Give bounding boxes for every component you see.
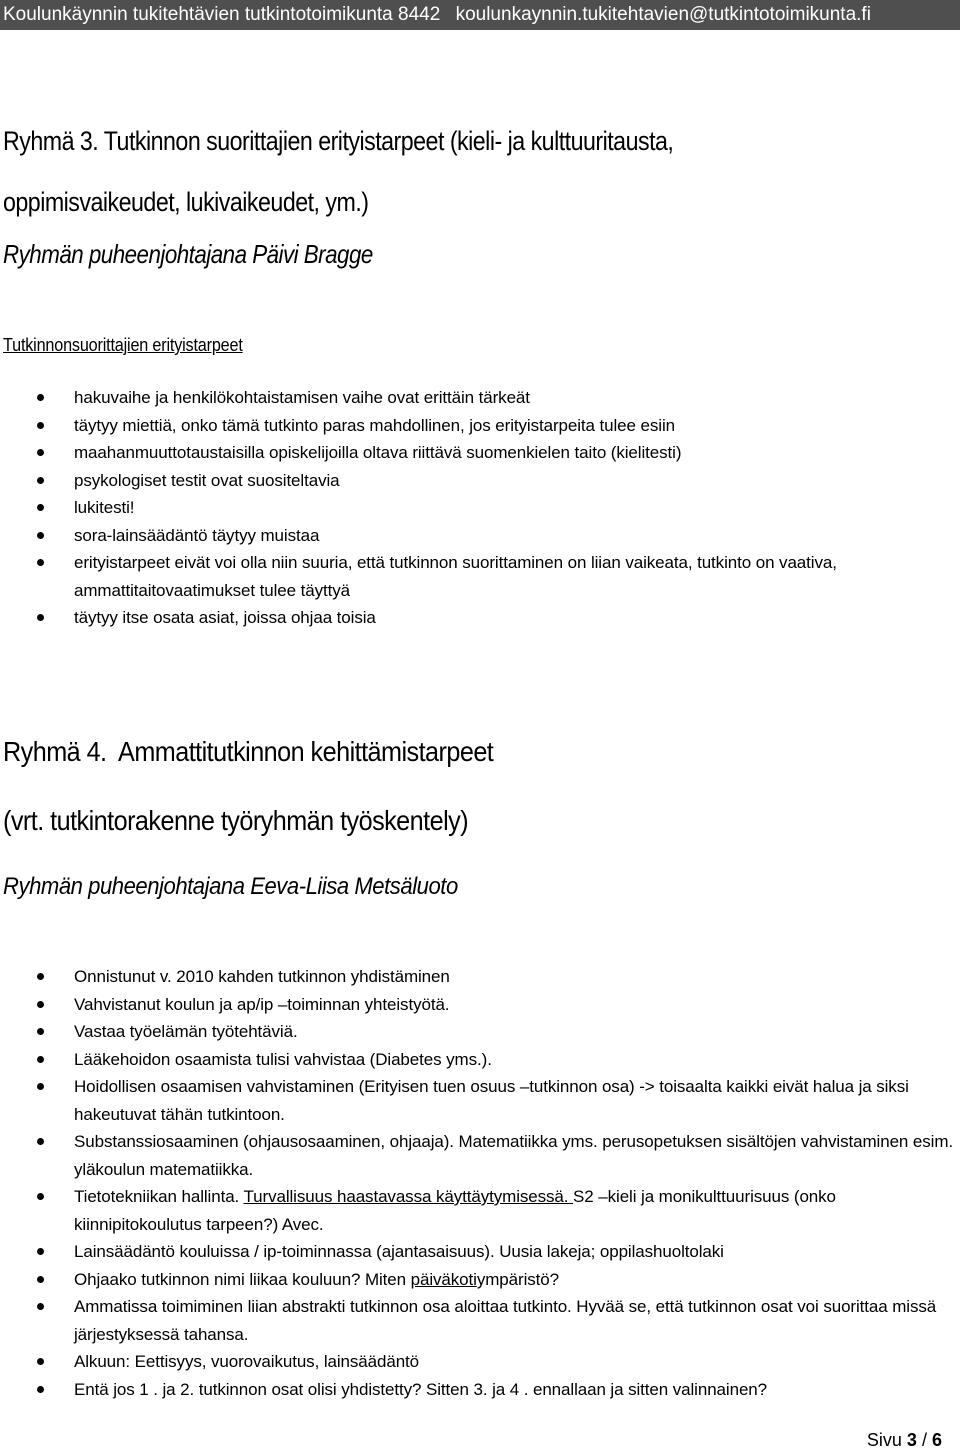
bullet-icon bbox=[37, 477, 44, 484]
group3-heading bbox=[3, 118, 863, 225]
list-item: sora-lainsäädäntö täytyy muistaa bbox=[0, 522, 954, 550]
bullet-icon bbox=[37, 1001, 44, 1008]
bullet-icon bbox=[37, 1276, 44, 1283]
bullet-icon bbox=[37, 1028, 44, 1035]
page-label: Sivu bbox=[866, 1430, 902, 1450]
bullet-icon bbox=[37, 532, 44, 539]
list-item: Hoidollisen osaamisen vahvistaminen (Erityisen tuen osuus –tutkinnon osa) -> toisaalta kaikki eivät halua ja siksi hakeutuvat tähän tutkintoon. bbox=[0, 1073, 954, 1128]
group3-heading-line2: oppimisvaikeudet, lukivaikeudet, ym.) bbox=[3, 187, 369, 217]
list-item: täytyy itse osata asiat, joissa ohjaa toisia bbox=[0, 604, 954, 632]
group3-chair: Ryhmän puheenjohtajana Päivi Bragge bbox=[3, 239, 373, 269]
bullet-icon bbox=[37, 449, 44, 456]
bullet-icon bbox=[37, 1248, 44, 1255]
list-item: psykologiset testit ovat suositeltavia bbox=[0, 467, 954, 495]
group4-chair: Ryhmän puheenjohtajana Eeva-Liisa Metsäluoto bbox=[3, 873, 458, 900]
list-item: erityistarpeet eivät voi olla niin suuria, että tutkinnon suorittaminen on liian vaikeata, tutkinto on vaativa, ammattitaitovaatimukset tulee täyttyä bbox=[0, 549, 954, 604]
list-item: Entä jos 1 . ja 2. tutkinnon osat olisi yhdistetty? Sitten 3. ja 4 . ennallaan ja sitten valinnainen? bbox=[0, 1376, 954, 1404]
page-separator: / bbox=[921, 1430, 927, 1450]
bullet-icon bbox=[37, 559, 44, 566]
document-header bbox=[0, 0, 960, 30]
bullet-icon bbox=[37, 1358, 44, 1365]
bullet-icon bbox=[37, 973, 44, 980]
bullet-icon bbox=[37, 1303, 44, 1310]
list-item: Tietotekniikan hallinta. Turvallisuus haastavassa käyttäytymisessä. S2 –kieli ja monikulttuurisuus (onko kiinnipitokoulutus tarpeen?) Avec. bbox=[0, 1183, 954, 1238]
bullet-icon bbox=[37, 1056, 44, 1063]
group3-heading-line1: Ryhmä 3. Tutkinnon suorittajien erityistarpeet (kieli- ja kulttuuritausta, bbox=[3, 126, 674, 156]
bullet-icon bbox=[37, 614, 44, 621]
list-item: hakuvaihe ja henkilökohtaistamisen vaihe ovat erittäin tärkeät bbox=[0, 384, 954, 412]
header-organization: Koulunkäynnin tukitehtävien tutkintotoimikunta 8442 bbox=[3, 4, 441, 25]
bullet-icon bbox=[37, 1138, 44, 1145]
page-number bbox=[867, 1428, 942, 1452]
list-item: Vastaa työelämän työtehtäviä. bbox=[0, 1018, 954, 1046]
list-item: Lainsäädäntö kouluissa / ip-toiminnassa (ajantasaisuus). Uusia lakeja; oppilashuoltolaki bbox=[0, 1238, 954, 1266]
list-item: maahanmuuttotaustaisilla opiskelijoilla oltava riittävä suomenkielen taito (kielitesti) bbox=[0, 439, 954, 467]
underlined-text: päiväkoti bbox=[410, 1269, 477, 1289]
group4-list bbox=[0, 963, 954, 1403]
group3-list bbox=[0, 384, 954, 632]
list-item: lukitesti! bbox=[0, 494, 954, 522]
list-item: Substanssiosaaminen (ohjausosaaminen, ohjaaja). Matematiikka yms. perusopetuksen sisältöjen vahvistaminen esim. yläkoulun matematiikka. bbox=[0, 1128, 954, 1183]
list-item: Lääkehoidon osaamista tulisi vahvistaa (Diabetes yms.). bbox=[0, 1046, 954, 1074]
bullet-icon bbox=[37, 422, 44, 429]
group3-subheading: Tutkinnonsuorittajien erityistarpeet bbox=[3, 335, 243, 355]
bullet-icon bbox=[37, 1083, 44, 1090]
bullet-icon bbox=[37, 1386, 44, 1393]
underlined-text: Turvallisuus haastavassa käyttäytymisessä. bbox=[243, 1187, 574, 1206]
list-item: täytyy miettiä, onko tämä tutkinto paras mahdollinen, jos erityistarpeita tulee esiin bbox=[0, 412, 954, 440]
current-page: 3 bbox=[906, 1430, 917, 1450]
list-item: Vahvistanut koulun ja ap/ip –toiminnan yhteistyötä. bbox=[0, 991, 954, 1019]
list-item: Onnistunut v. 2010 kahden tutkinnon yhdistäminen bbox=[0, 963, 954, 991]
bullet-icon bbox=[37, 394, 44, 401]
list-item: Ohjaako tutkinnon nimi liikaa kouluun? Miten päiväkotiympäristö? bbox=[0, 1266, 954, 1294]
bullet-icon bbox=[37, 504, 44, 511]
total-pages: 6 bbox=[931, 1430, 942, 1450]
group4-heading: Ryhmä 4. Ammattitutkinnon kehittämistarpeet bbox=[3, 736, 494, 767]
group4-subheading: (vrt. tutkintorakenne työryhmän työskentely) bbox=[3, 805, 469, 836]
list-item: Ammatissa toimiminen liian abstrakti tutkinnon osa aloittaa tutkinto. Hyvää se, että tutkinnon osat voi suorittaa missä järjestyksessä tahansa. bbox=[0, 1293, 954, 1348]
header-email: koulunkaynnin.tukitehtavien@tutkintotoimikunta.fi bbox=[455, 4, 871, 25]
bullet-icon bbox=[37, 1193, 44, 1200]
list-item: Alkuun: Eettisyys, vuorovaikutus, lainsäädäntö bbox=[0, 1348, 954, 1376]
